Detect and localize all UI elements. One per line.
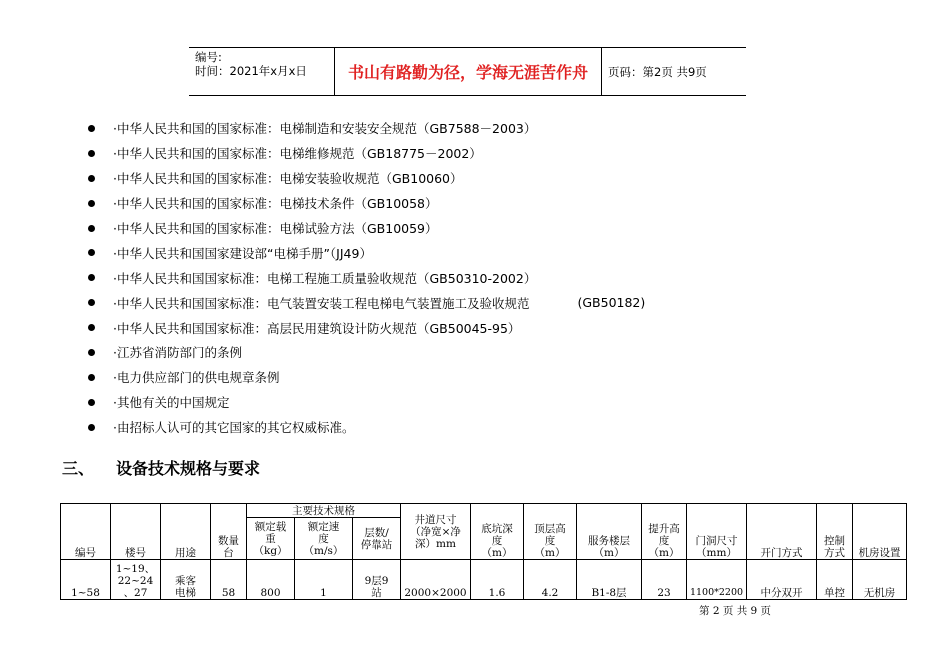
header-lift-height: 提升高 度 （m） [642,504,687,560]
standard-text: ·中华人民共和国国家标准：电气装置安装工程电梯电气装置施工及验收规范 [113,295,530,311]
section-heading [62,456,260,479]
bullet-icon [88,324,95,331]
cell-service-floors: B1-8层 [577,560,642,600]
list-item [88,365,645,390]
cell-machine-room: 无机房 [853,560,907,600]
page-header [189,47,746,96]
list-item [88,166,645,191]
header-motto: 书山有路勤为径，学海无涯苦作舟 [334,48,602,95]
cell-speed: 1 [295,560,353,600]
bullet-icon [88,399,95,406]
standard-text: ·中华人民共和国国家标准：高层民用建筑设计防火规范（GB50045-95） [113,320,521,336]
cell-control: 单控 [817,560,853,600]
header-floors: 层数/ 停靠站 [353,518,401,560]
page-footer: 第 2 页 共 9 页 [699,605,772,617]
standard-text: ·其他有关的中国规定 [113,395,230,411]
cell-building: 1~19、 22~24 、27 [111,560,161,600]
bullet-icon [88,150,95,157]
cell-top-floor: 4.2 [524,560,577,600]
header-machine-room: 机房设置 [853,504,907,560]
header-service-floors: 服务楼层 （m） [577,504,642,560]
standard-code: (GB50182) [577,295,646,311]
spec-table [60,503,907,600]
list-item [88,315,645,340]
cell-usage: 乘客 电梯 [161,560,211,600]
list-item [88,240,645,265]
header-usage: 用途 [161,504,211,560]
cell-door-size: 1100*2200 [687,560,747,600]
cell-lift-height: 23 [642,560,687,600]
bullet-icon [88,299,95,306]
bullet-icon [88,200,95,207]
table-row [61,560,907,600]
bullet-icon [88,125,95,132]
header-quantity: 数量 台 [211,504,247,560]
header-meta [189,48,334,95]
standard-text: ·中华人民共和国的国家标准：电梯安装验收规范（GB10060） [113,171,463,187]
standard-text: ·中华人民共和国的国家标准：电梯制造和安装安全规范（GB7588－2003） [113,121,537,137]
section-title: 设备技术规格与要求 [116,459,261,478]
standard-text: ·电力供应部门的供电规章条例 [113,370,280,386]
header-building: 楼号 [111,504,161,560]
bullet-icon [88,249,95,256]
list-item [88,191,645,216]
cell-floors: 9层9 站 [353,560,401,600]
standard-text: ·中华人民共和国的国家标准：电梯试验方法（GB10059） [113,221,438,236]
header-load: 额定载 重 （kg） [247,518,295,560]
cell-id: 1~58 [61,560,111,600]
header-speed: 额定速 度 （m/s） [295,518,353,560]
standard-text: ·江苏省消防部门的条例 [113,345,242,361]
standard-text: ·中华人民共和国的国家标准：电梯技术条件（GB10058） [113,196,438,212]
header-door-size: 门洞尺寸 （mm） [687,504,747,560]
header-control: 控制 方式 [817,504,853,560]
header-door-type: 开门方式 [747,504,817,560]
standard-text: ·中华人民共和国国家建设部“电梯手册”（JJ49） [113,245,372,261]
bullet-icon [88,225,95,232]
list-item [88,216,645,241]
cell-quantity: 58 [211,560,247,600]
list-item [88,116,645,141]
standard-text: ·中华人民共和国的国家标准：电梯维修规范（GB18775－2002） [113,146,482,162]
bullet-icon [88,424,95,431]
list-item [88,265,645,290]
standard-text: ·由招标人认可的其它国家的其它权威标准。 [113,420,355,436]
list-item [88,415,645,440]
document-date: 时间：2021年x月x日 [195,64,307,78]
header-shaft: 井道尺寸 （净宽×净 深）mm [401,504,471,560]
list-item [88,141,645,166]
document-number-label: 编号: [195,50,222,64]
list-item [88,340,645,365]
bullet-icon [88,274,95,281]
bullet-icon [88,374,95,381]
cell-pit: 1.6 [471,560,524,600]
header-pit: 底坑深 度 （m） [471,504,524,560]
list-item [88,290,645,315]
list-item [88,390,645,415]
header-page-info: 页码：第2页 共9页 [608,64,707,79]
cell-shaft: 2000×2000 [401,560,471,600]
standards-list [88,116,645,440]
standard-text: ·中华人民共和国国家标准：电梯工程施工质量验收规范（GB50310-2002） [113,270,537,286]
cell-door-type: 中分双开 [747,560,817,600]
cell-load: 800 [247,560,295,600]
bullet-icon [88,175,95,182]
section-number: 三、 [62,459,95,478]
header-top-floor: 顶层高 度 （m） [524,504,577,560]
header-id: 编号 [61,504,111,560]
bullet-icon [88,349,95,356]
header-group-main-specs: 主要技术规格 [247,504,401,518]
